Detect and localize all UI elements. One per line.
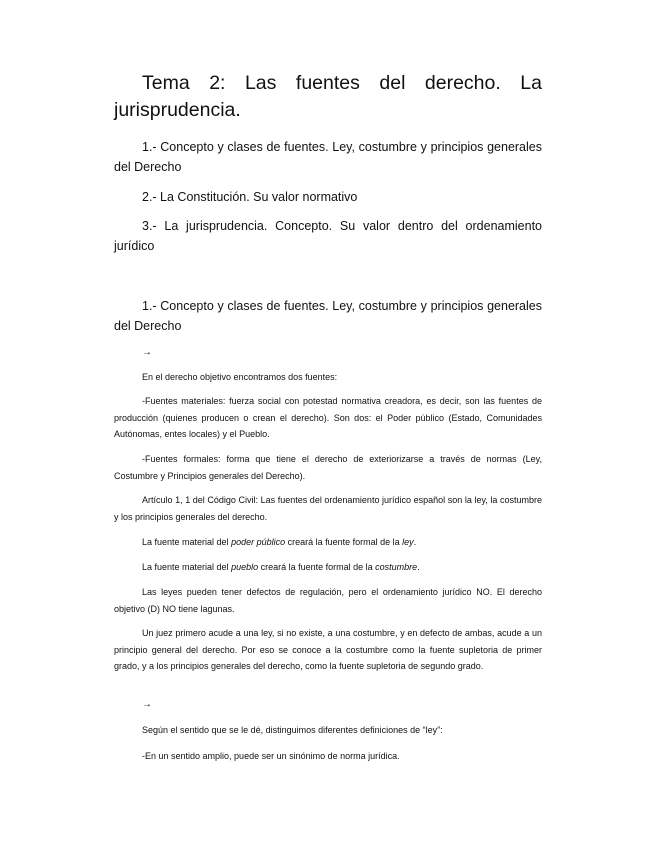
paragraph-sentido: Según el sentido que se le dé, distinguimos diferentes definiciones de “ley”: — [142, 725, 443, 735]
arrow-icon-2: → — [142, 699, 152, 710]
paragraph-juez: Un juez primero acude a una ley, si no existe, a una costumbre, y en defecto de ambas, acude a un principio general del derecho. Por eso se conoce a la costumbre como la fuente supletoria de primer grado, y a los principios generales del derecho, como la fuente supletoria de segundo grado. — [114, 628, 542, 671]
paragraph-intro: En el derecho objetivo encontramos dos fuentes: — [142, 372, 338, 382]
paragraph-fuentes-formales: -Fuentes formales: forma que tiene el derecho de exteriorizarse a través de normas (Ley, Costumbre y Principios generales del Derecho). — [114, 454, 542, 481]
paragraph-articulo: Artículo 1, 1 del Código Civil: Las fuentes del ordenamiento jurídico español son la ley, la costumbre y los principios generales del derecho. — [114, 495, 542, 522]
arrow-icon: → — [142, 347, 152, 358]
paragraph-sentido-amplio: -En un sentido amplio, puede ser un sinónimo de norma jurídica. — [142, 751, 400, 761]
toc-item-2: 2.- La Constitución. Su valor normativo — [142, 190, 358, 204]
paragraph-pueblo: La fuente material del pueblo creará la fuente formal de la costumbre. — [142, 562, 420, 572]
toc-item-3: 3.- La jurisprudencia. Concepto. Su valor dentro del ordenamiento jurídico — [114, 219, 542, 253]
toc-item-1: 1.- Concepto y clases de fuentes. Ley, costumbre y principios generales del Derecho — [114, 140, 542, 174]
page-title: Tema 2: Las fuentes del derecho. La jurisprudencia. — [114, 72, 542, 121]
section-heading: 1.- Concepto y clases de fuentes. Ley, costumbre y principios generales del Derecho — [114, 299, 542, 333]
paragraph-poder-publico: La fuente material del poder público creará la fuente formal de la ley. — [142, 537, 417, 547]
paragraph-fuentes-materiales: -Fuentes materiales: fuerza social con potestad normativa creadora, es decir, son las fuentes de producción (quienes producen o crean el derecho). Son dos: el Poder público (Estado, Comunidades Autónomas, entes locales) y el Pueblo. — [114, 396, 542, 439]
paragraph-leyes: Las leyes pueden tener defectos de regulación, pero el ordenamiento jurídico NO. El derecho objetivo (D) NO tiene lagunas. — [114, 587, 542, 614]
